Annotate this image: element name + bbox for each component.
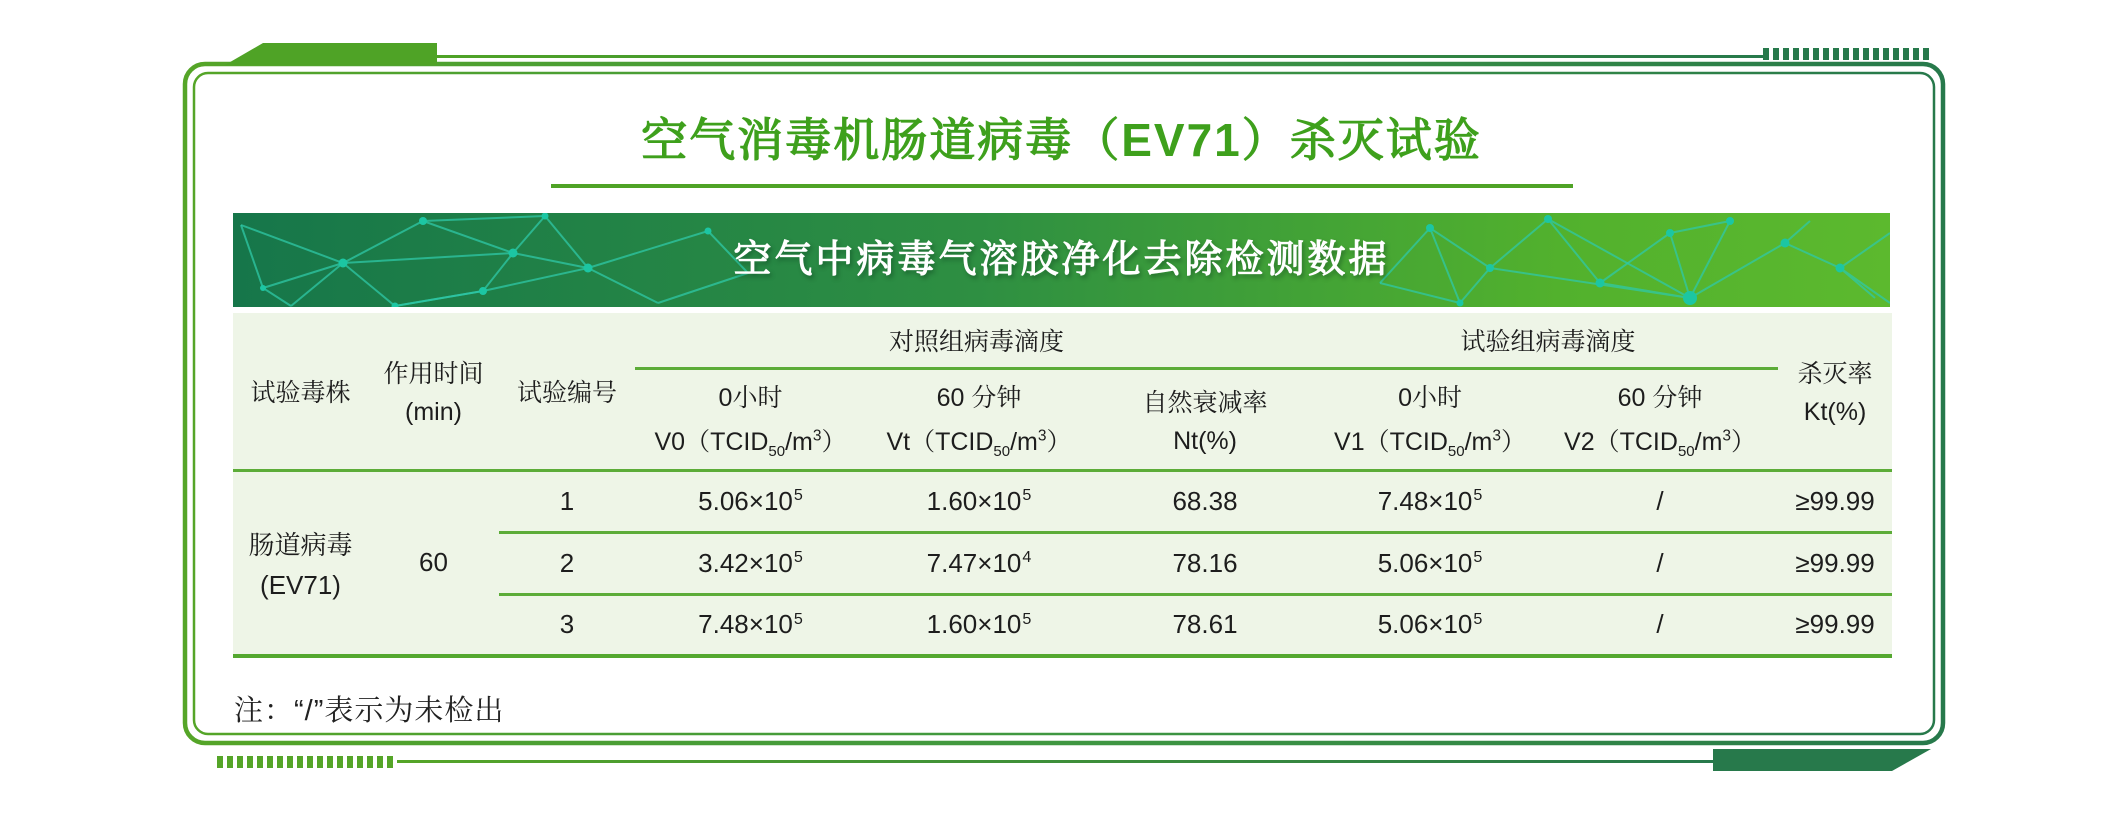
th-test-no: 试验编号 <box>499 313 635 470</box>
th-v2: 60 分钟 $V2(TCID_{50}/m^3)$ <box>1542 368 1778 470</box>
page-title: 空气消毒机肠道病毒（EV71）杀灭试验 <box>641 114 1482 166</box>
corner-ticks-bottom-left <box>217 756 397 768</box>
td-kt: ≥99.99 <box>1778 470 1892 532</box>
th-strain: 试验毒株 <box>233 313 368 470</box>
td-nt: 68.38 <box>1092 470 1318 532</box>
corner-accent-bottom-right <box>1713 749 1931 771</box>
footnote: 注：“/”表示为未检出 <box>234 695 505 727</box>
td-strain: 肠道病毒 (EV71) <box>233 470 368 656</box>
td-nt: 78.61 <box>1172 609 1238 640</box>
td-test-no: 1 <box>499 470 635 532</box>
th-vt: 60 分钟 $Vt(TCID_{50}/m^3)$ <box>866 368 1092 470</box>
td-test-no: 2 <box>499 532 635 594</box>
top-accent-line <box>437 55 1763 58</box>
td-v0: $7.48\times 10^5$ <box>698 609 803 640</box>
corner-ticks-top-right <box>1763 48 1929 60</box>
td-vt: $1.60\times 10^5$ <box>926 609 1032 640</box>
td-v0: $5.06\times 10^5$ <box>635 470 866 532</box>
th-v1: 0小时 $V1(TCID_{50}/m^3)$ <box>1318 368 1542 470</box>
data-table <box>233 313 1892 658</box>
th-kill-rate: 杀灭率 Kt(%) <box>1778 313 1892 470</box>
td-kt: ≥99.99 <box>1795 609 1875 640</box>
th-nt: 自然衰减率 Nt(%) <box>1092 368 1318 470</box>
td-vt: $7.47\times 10^4$ <box>866 532 1092 594</box>
td-test-no: 3 <box>559 609 575 640</box>
th-duration: 作用时间 (min) <box>368 313 499 470</box>
td-v2: / <box>1542 470 1778 532</box>
corner-accent-top-left <box>225 43 437 65</box>
bottom-accent-line <box>397 760 1713 763</box>
td-v1: $5.06\times 10^5$ <box>1318 532 1542 594</box>
td-duration: 60 <box>368 470 499 656</box>
td-v1: $5.06\times 10^5$ <box>1377 609 1483 640</box>
td-nt: 78.16 <box>1092 532 1318 594</box>
banner-title: 空气中病毒气溶胶净化去除检测数据 <box>733 239 1390 281</box>
td-v2: / <box>1656 609 1664 640</box>
td-v2: / <box>1542 532 1778 594</box>
banner <box>233 213 1890 307</box>
td-v0: $3.42\times 10^5$ <box>635 532 866 594</box>
title-underline <box>551 184 1573 188</box>
td-kt: ≥99.99 <box>1778 532 1892 594</box>
th-v0: 0小时 $V0(TCID_{50}/m^3)$ <box>635 368 866 470</box>
th-group-control: 对照组病毒滴度 <box>635 313 1318 368</box>
td-vt: $1.60\times 10^5$ <box>866 470 1092 532</box>
th-group-test: 试验组病毒滴度 <box>1318 313 1778 368</box>
td-v1: $7.48\times 10^5$ <box>1318 470 1542 532</box>
